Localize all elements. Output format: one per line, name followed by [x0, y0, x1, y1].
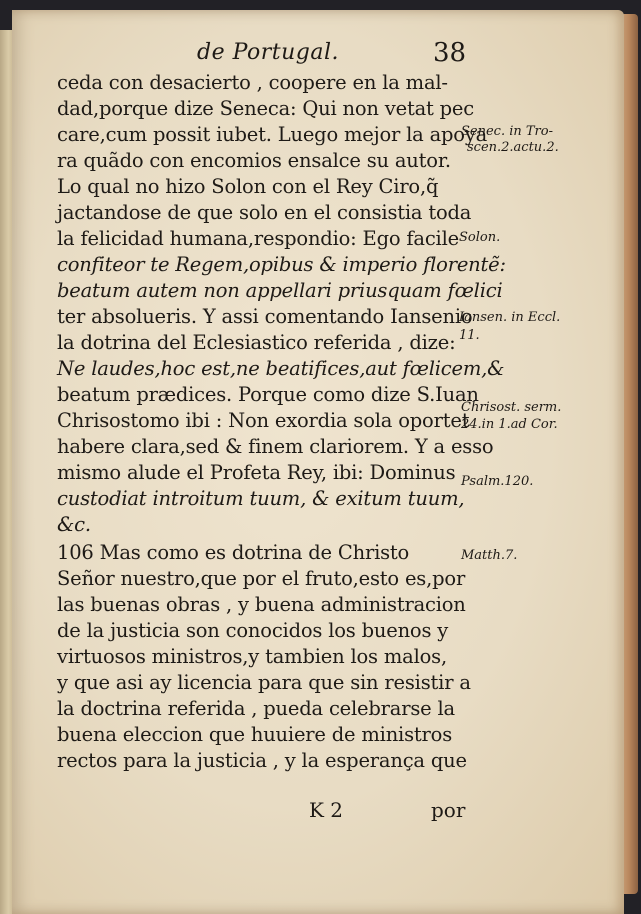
text-line: 106 Mas como es dotrina de Christo [57, 541, 410, 564]
folio-number: 38 [433, 38, 467, 68]
text-line: beatum prædices. Porque como dize S.Iuan [57, 383, 479, 406]
text-line: ter absolueris. Y assi comentando Iansenio [57, 305, 473, 328]
margin-note: scen.2.actu.2. [467, 140, 559, 155]
margin-note: Chrisost. serm. [461, 400, 562, 415]
margin-note: Psalm.120. [461, 474, 534, 489]
margin-note: Senec. in Tro- [461, 124, 553, 139]
text-line: Ne laudes,hoc est,ne beatifices,aut fœlicem,& [57, 357, 505, 380]
margin-note: Matth.7. [461, 548, 518, 563]
text-line: habere clara,sed & finem clariorem. Y a esso [57, 435, 494, 458]
text-block [57, 38, 617, 822]
text-line: jactandose de que solo en el consistia toda [57, 201, 472, 224]
margin-note: 24.in 1.ad Cor. [461, 417, 558, 432]
text-line: las buenas obras , y buena administracion [57, 593, 466, 616]
text-line: care,cum possit iubet. Luego mejor la apoya [57, 123, 488, 146]
text-line: la doctrina referida , pueda celebrarse la [57, 697, 455, 720]
text-line: de la justicia son conocidos los buenos y [57, 619, 449, 642]
text-line: y que asi ay licencia para que sin resistir a [57, 671, 471, 694]
text-line: Señor nuestro,que por el fruto,esto es,por [57, 567, 466, 590]
margin-note: Iansen. in Eccl. [459, 310, 561, 325]
text-line: ceda con desacierto , coopere en la mal- [57, 71, 448, 94]
text-line: Chrisostomo ibi : Non exordia sola oportet [57, 409, 470, 432]
book-page [12, 10, 624, 914]
running-head: de Portugal. [197, 40, 340, 65]
catchword: por [431, 798, 466, 822]
text-line: Lo qual no hizo Solon con el Rey Ciro,q̃ [57, 175, 439, 198]
text-line: la dotrina del Eclesiastico referida , dize: [57, 331, 456, 354]
text-line: custodiat introitum tuum, & exitum tuum, [57, 487, 465, 510]
text-line: confiteor te Regem,opibus & imperio florentẽ: [57, 253, 506, 276]
margin-note: 11. [459, 328, 480, 343]
text-line: rectos para la justicia , y la esperança que [57, 749, 467, 772]
text-line: ra quãdo con encomios ensalce su autor. [57, 149, 451, 172]
page-header [57, 40, 617, 74]
signature-mark: K 2 [309, 798, 344, 822]
margin-note: Solon. [459, 230, 501, 245]
text-line: dad,porque dize Seneca: Qui non vetat pec [57, 97, 474, 120]
text-line: mismo alude el Profeta Rey, ibi: Dominus [57, 461, 456, 484]
text-line: buena eleccion que huuiere de ministros [57, 723, 453, 746]
text-line: la felicidad humana,respondio: Ego facile [57, 227, 459, 250]
text-line: beatum autem non appellari priusquam fœlici [57, 279, 503, 302]
text-line: &c. [57, 513, 91, 536]
text-line: virtuosos ministros,y tambien los malos, [57, 645, 447, 668]
